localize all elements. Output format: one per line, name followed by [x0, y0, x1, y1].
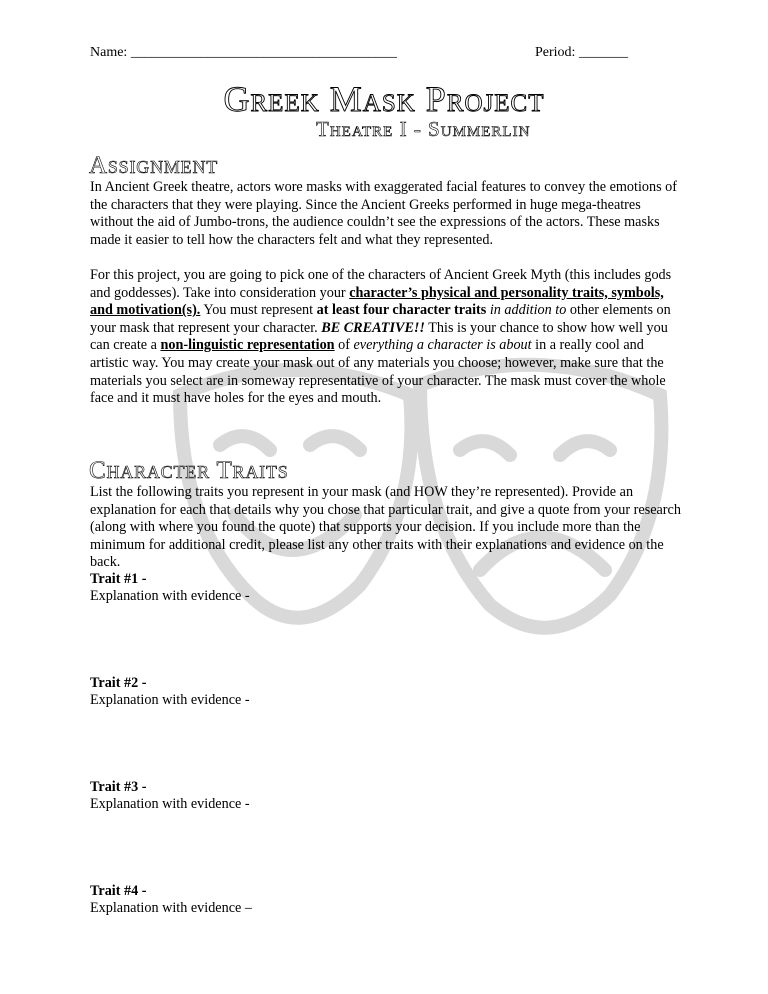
page-subtitle: Theatre I - Summerlin: [316, 117, 531, 141]
character-traits-heading: Character Traits: [89, 457, 289, 484]
trait-1-label: Trait #1 -: [90, 571, 147, 587]
trait-1-explanation: Explanation with evidence -: [90, 588, 250, 604]
traits-intro: List the following traits you represent in your mask (and HOW they’re represented). Provide an explanation for each that details why you chose that particular trait, and give a quote from your research (along with where you found the quote) that supports your decision. If you include more than the minimum for additional credit, please list any other traits with their explanations and evidence on the back.: [90, 484, 681, 571]
trait-3-explanation: Explanation with evidence -: [90, 796, 250, 812]
trait-2-label: Trait #2 -: [90, 675, 147, 691]
trait-3-label: Trait #3 -: [90, 779, 147, 795]
assignment-heading: Assignment: [89, 152, 219, 179]
name-field[interactable]: Name: ______________________________________: [90, 45, 397, 60]
trait-2-explanation: Explanation with evidence -: [90, 692, 250, 708]
trait-4-label: Trait #4 -: [90, 883, 147, 899]
page-title: Greek Mask Project: [223, 79, 545, 119]
assignment-paragraph-1: In Ancient Greek theatre, actors wore masks with exaggerated facial features to convey the emotions of the characters that they were playing. Since the Ancient Greeks performed in huge mega-theatres without the aid of Jumbo-trons, the audience couldn’t see the expressions of the actors. These masks made it easier to tell how the characters felt and what they represented.: [90, 179, 677, 248]
assignment-paragraph-2: For this project, you are going to pick one of the characters of Ancient Greek Myth (this includes gods and goddesses). Take into consideration your character’s physical and personality traits, symbols, and motivation(s). You must represent at least four character traits in addition to other elements on your mask that represent your character. BE CREATIVE!! This is your chance to show how well you can create a non-linguistic representation of everything a character is about in a really cool and artistic way. You may create your mask out of any materials you choose; however, make sure that the materials you select are in someway representative of your character. The mask must cover the whole face and it must have holes for the eyes and mouth.: [90, 267, 672, 407]
period-field[interactable]: Period: _______: [535, 45, 628, 60]
trait-4-explanation: Explanation with evidence –: [90, 900, 252, 916]
